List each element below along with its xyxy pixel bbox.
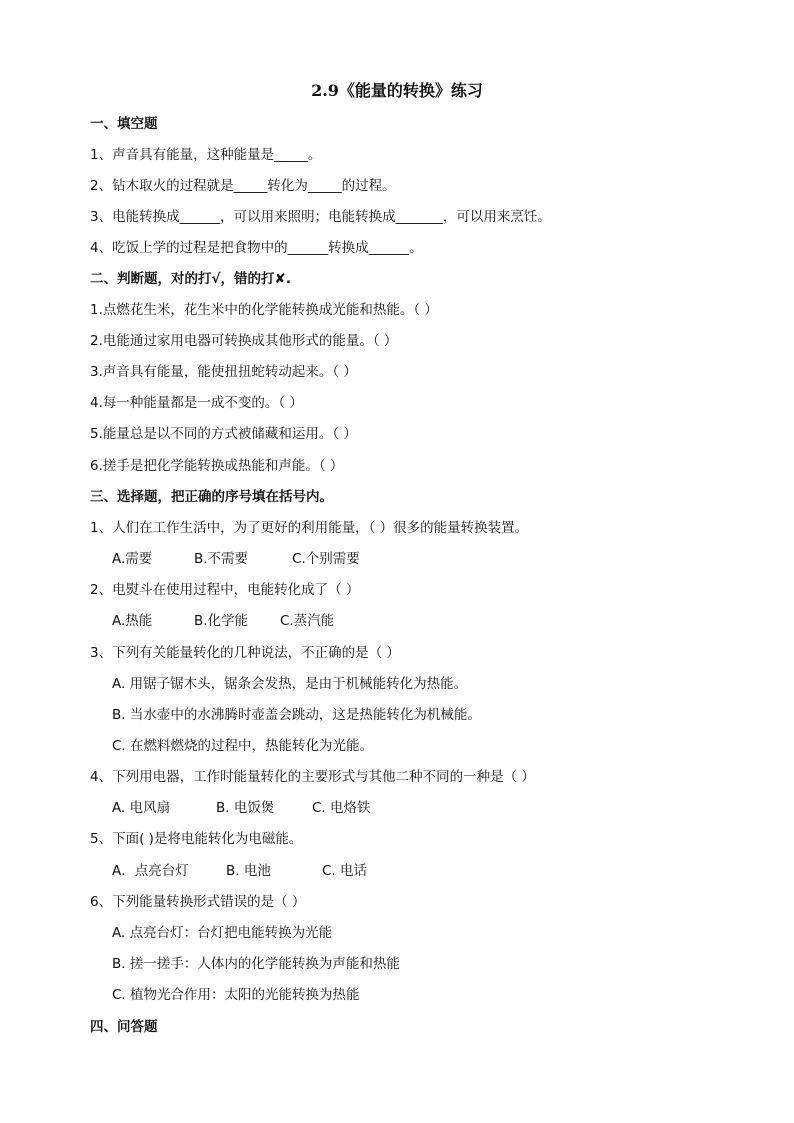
choice-option: B. 电饭煲 [216,800,275,816]
choice-question-4: 4、下列用电器，工作时能量转化的主要形式与其他二种不同的一种是（ ） [90,769,535,785]
section-heading-fill-blank: 一、填空题 [90,116,158,132]
choice-option-3b: B. 当水壶中的水沸腾时壶盖会跳动，这是热能转化为机械能。 [112,707,481,723]
choice-option: B.化学能 [194,613,249,629]
choice-options-row-2 [112,610,334,632]
page-title: 2.9《能量的转换》练习 [311,81,483,100]
choice-option-6b: B. 搓一搓手：人体内的化学能转换为声能和热能 [112,956,400,972]
choice-option-6c: C. 植物光合作用：太阳的光能转换为热能 [112,987,360,1003]
true-false-question-4: 4.每一种能量都是一成不变的。（ ） [90,395,303,411]
choice-option: A．点亮台灯 [112,863,189,879]
choice-question-1: 1、人们在工作生活中，为了更好的利用能量，（ ）很多的能量转换装置。 [90,520,529,536]
true-false-question-2: 2.电能通过家用电器可转换成其他形式的能量。（ ） [90,333,398,349]
choice-options-row-5 [112,860,367,882]
fill-blank-question-1: 1、声音具有能量，这种能量是_____。 [90,147,322,163]
choice-question-6: 6、下列能量转换形式错误的是（ ） [90,894,306,910]
section-heading-multiple-choice: 三、选择题，把正确的序号填在括号内。 [90,489,333,505]
fill-blank-question-3: 3、电能转换成______，可以用来照明；电能转换成_______，可以用来烹饪。 [90,209,551,225]
choice-question-5: 5、下面( )是将电能转化为电磁能。 [90,831,303,847]
choice-option: A. 电风扇 [112,800,171,816]
choice-option: A.热能 [112,613,153,629]
section-heading-true-false: 二、判断题，对的打√，错的打✘. [90,271,291,287]
choice-option-3a: A. 用锯子锯木头，锯条会发热，是由于机械能转化为热能。 [112,676,468,692]
choice-question-3: 3、下列有关能量转化的几种说法，不正确的是（ ） [90,645,400,661]
choice-option: C. 电话 [322,863,368,879]
choice-options-row-1 [112,548,360,570]
choice-options-row-4 [112,797,371,819]
fill-blank-question-4: 4、吃饭上学的过程是把食物中的______转换成______。 [90,240,423,256]
choice-option: C. 电烙铁 [312,800,371,816]
true-false-question-5: 5.能量总是以不同的方式被储藏和运用。（ ） [90,426,357,442]
true-false-question-6: 6.搓手是把化学能转换成热能和声能。（ ） [90,458,344,474]
choice-option-6a: A. 点亮台灯：台灯把电能转换为光能 [112,925,333,941]
true-false-question-3: 3.声音具有能量，能使扭扭蛇转动起来。（ ） [90,364,357,380]
true-false-question-1: 1.点燃花生米，花生米中的化学能转换成光能和热能。（ ） [90,302,438,318]
choice-option-3c: C. 在燃料燃烧的过程中，热能转化为光能。 [112,738,374,754]
choice-option: B.不需要 [194,551,249,567]
section-heading-short-answer: 四、问答题 [90,1019,158,1035]
choice-option: C.个别需要 [292,551,360,567]
fill-blank-question-2: 2、钻木取火的过程就是_____转化为_____的过程。 [90,178,396,194]
choice-option: B. 电池 [226,863,271,879]
choice-option: A.需要 [112,551,153,567]
choice-question-2: 2、电熨斗在使用过程中，电能转化成了（ ） [90,582,360,598]
choice-option: C.蒸汽能 [280,613,335,629]
